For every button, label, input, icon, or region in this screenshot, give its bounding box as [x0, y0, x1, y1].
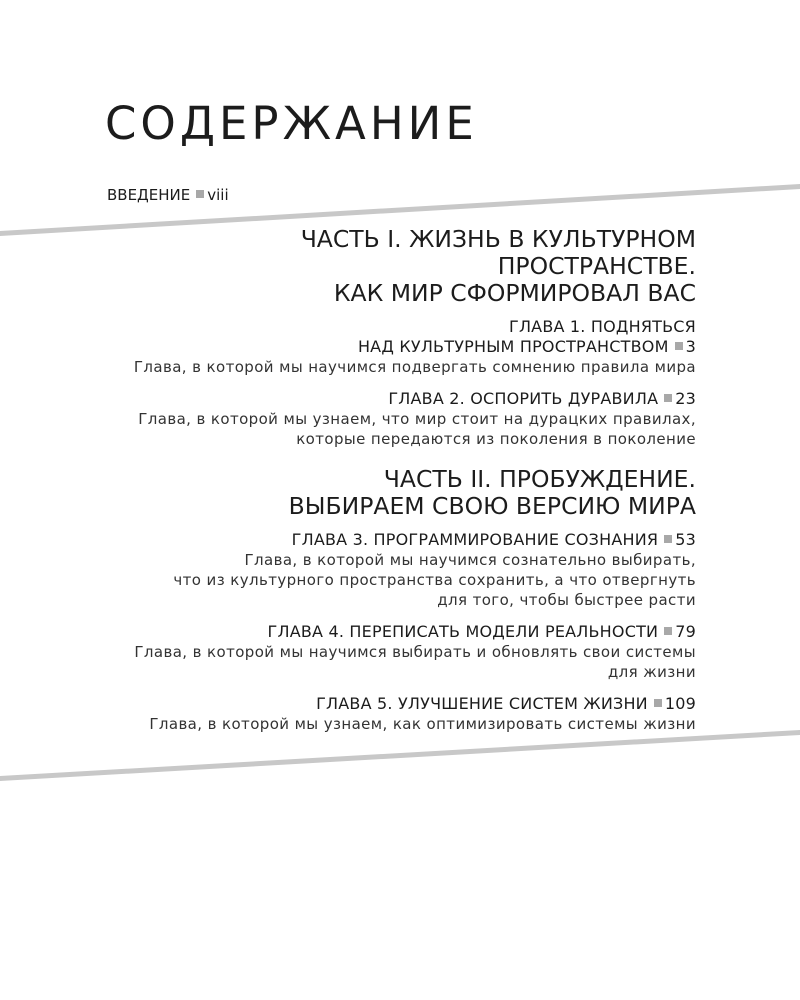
chapter-title-line	[56, 622, 696, 642]
toc-part-2	[56, 466, 696, 734]
chapter-title-line	[56, 389, 696, 409]
bullet-square-icon	[664, 535, 672, 543]
intro-label: ВВЕДЕНИЕ	[107, 186, 191, 204]
toc-chapter-entry[interactable]	[56, 389, 696, 449]
chapter-description: Глава, в которой мы узнаем, как оптимизировать системы жизни	[149, 715, 696, 733]
chapter-title-text: ГЛАВА 2. ОСПОРИТЬ ДУРАВИЛА	[388, 389, 659, 408]
chapter-description: Глава, в которой мы узнаем, что мир стоит на дурацких правилах,	[138, 410, 696, 428]
chapter-description: Глава, в которой мы научимся сознательно выбирать,	[244, 551, 696, 569]
chapter-title-text: ГЛАВА 4. ПЕРЕПИСАТЬ МОДЕЛИ РЕАЛЬНОСТИ	[267, 622, 659, 641]
toc-chapter-entry[interactable]	[56, 530, 696, 610]
chapter-title-line	[56, 337, 696, 357]
toc-part-1	[56, 226, 696, 449]
bullet-square-icon	[675, 342, 683, 350]
chapter-description: Глава, в которой мы научимся подвергать сомнению правила мира	[133, 358, 696, 376]
page-title: СОДЕРЖАНИЕ	[105, 97, 478, 150]
chapter-description: для того, чтобы быстрее расти	[437, 591, 696, 609]
chapter-page-number: 109	[664, 694, 696, 713]
part-title-line: ПРОСТРАНСТВЕ.	[497, 252, 696, 280]
bottom-divider-line	[0, 730, 800, 781]
chapter-description: Глава, в которой мы научимся выбирать и обновлять свои системы	[134, 643, 696, 661]
part-title-line: ЧАСТЬ II. ПРОБУЖДЕНИЕ.	[383, 465, 696, 493]
part-title[interactable]	[56, 226, 696, 307]
bullet-square-icon	[654, 699, 662, 707]
part-title-line: КАК МИР СФОРМИРОВАЛ ВАС	[333, 279, 696, 307]
chapter-title-text: ГЛАВА 3. ПРОГРАММИРОВАНИЕ СОЗНАНИЯ	[291, 530, 659, 549]
chapter-title-text: НАД КУЛЬТУРНЫМ ПРОСТРАНСТВОМ	[357, 337, 669, 356]
toc-chapter-entry[interactable]	[56, 317, 696, 377]
chapter-page-number: 3	[685, 337, 696, 356]
toc-chapter-entry[interactable]	[56, 622, 696, 682]
part-title-line: ВЫБИРАЕМ СВОЮ ВЕРСИЮ МИРА	[288, 492, 696, 520]
chapter-description: что из культурного пространства сохранить, а что отвергнуть	[173, 571, 696, 589]
chapter-page-number: 53	[675, 530, 696, 549]
toc-chapter-entry[interactable]	[56, 694, 696, 734]
intro-page-number: viii	[207, 186, 229, 204]
chapter-title-line	[56, 694, 696, 714]
chapter-description: которые передаются из поколения в поколение	[296, 430, 696, 448]
chapter-page-number: 23	[675, 389, 696, 408]
chapter-page-number: 79	[675, 622, 696, 641]
chapter-description: для жизни	[607, 663, 696, 681]
chapter-title-text: ГЛАВА 5. УЛУЧШЕНИЕ СИСТЕМ ЖИЗНИ	[316, 694, 648, 713]
bullet-square-icon	[664, 394, 672, 402]
part-title-line: ЧАСТЬ I. ЖИЗНЬ В КУЛЬТУРНОМ	[300, 225, 696, 253]
chapter-title-line: ГЛАВА 1. ПОДНЯТЬСЯ	[508, 317, 696, 336]
chapter-title-line	[56, 530, 696, 550]
bullet-square-icon	[664, 627, 672, 635]
part-title[interactable]	[56, 466, 696, 520]
